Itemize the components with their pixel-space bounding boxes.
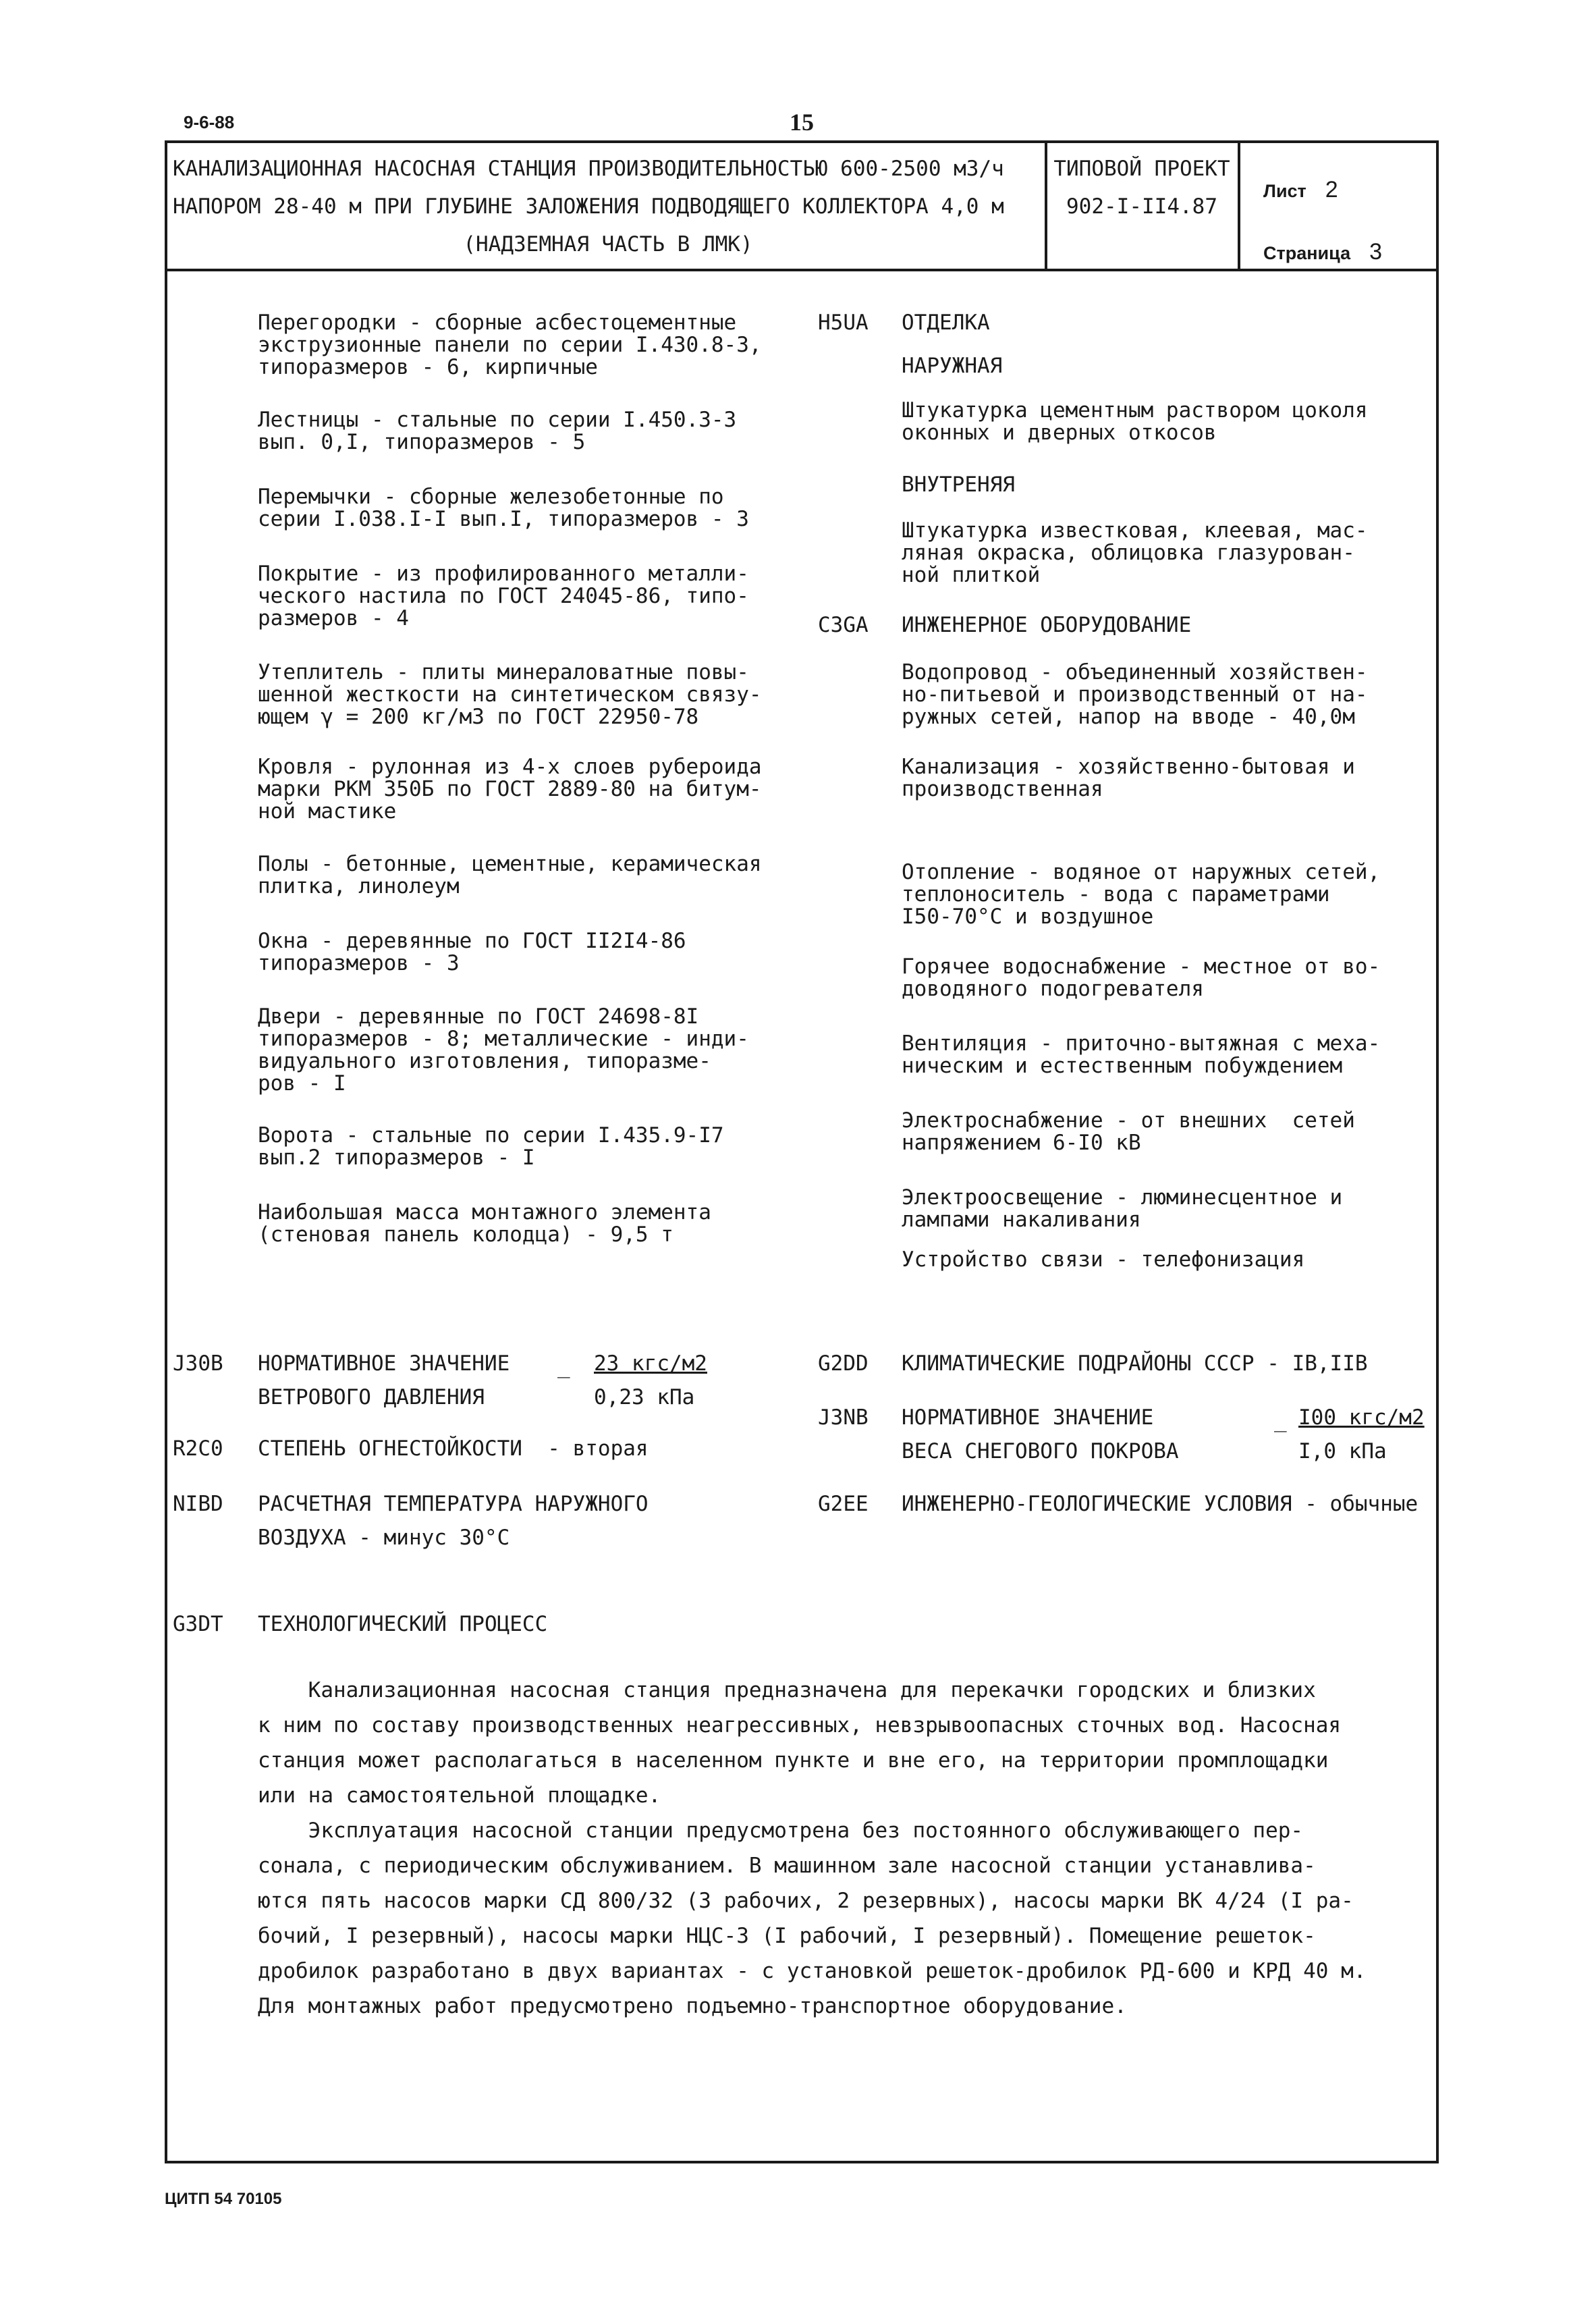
- hot-water-text: Горячее водоснабжение - местное от во- доводяного подогревателя: [902, 954, 1381, 1001]
- gates-spec: Ворота - стальные по серии I.435.9-I7 вып.2 типоразмеров - I: [258, 1123, 724, 1170]
- date-mark: 9-6-88: [184, 112, 235, 132]
- section-code: H5UA: [818, 311, 869, 335]
- water-supply-text: Водопровод - объединенный хозяйствен- но-питьевой и производственный от на- ружных сетей, напор на вводе - 40,0м: [902, 660, 1368, 729]
- max-mass-spec: Наибольшая масса монтажного элемента (стеновая панель колодца) - 9,5 т: [258, 1200, 711, 1247]
- title-block: [173, 150, 1043, 263]
- geo-conditions: ИНЖЕНЕРНО-ГЕОЛОГИЧЕСКИЕ УСЛОВИЯ - обычные: [902, 1492, 1419, 1516]
- param-code: G2EE: [818, 1492, 869, 1516]
- title-line: НАПОРОМ 28-40 м ПРИ ГЛУБИНЕ ЗАЛОЖЕНИЯ ПОДВОДЯЩЕГО КОЛЛЕКТОРА 4,0 м: [173, 194, 1004, 219]
- sewerage-text: Канализация - хозяйственно-бытовая и производственная: [902, 755, 1355, 801]
- header-divider-vertical: [1045, 140, 1047, 270]
- wind-dash: _: [557, 1354, 570, 1378]
- technology-paragraph: Канализационная насосная станция предназначена для перекачки городских и близких к ним по составу производственных неагрессивных, невзрывоопасных сточных вод. Насосная станция может располагаться в населенном пункте и вне его, на территории промплощадки или на самостоятельной площадке. Эксплуатация насосной станции предусмотрена без постоянного обслуживающего пер- сонала, с периодическим обслуживанием. В машинном зале насосной станции устанавлива- ются пять насосов марки СД 800/32 (3 рабочих, 2 резервных), насосы марки ВК 4/24 (I ра- бочий, I резервный), насосы марки НЦС-3 (I рабочий, I резервный). Помещение решеток- дробилок разработано в двух вариантах - с установкой решеток-дробилок РД-600 и КРД 40 м. Для монтажных работ предусмотрено подъемно-транспортное оборудование.: [258, 1678, 1367, 2018]
- floors-spec: Полы - бетонные, цементные, керамическая плитка, линолеум: [258, 852, 762, 898]
- param-code: J30B: [173, 1351, 223, 1376]
- design-temperature: ВОЗДУХА - минус 30°С: [258, 1526, 510, 1550]
- project-label: ТИПОВОЙ ПРОЕКТ: [1053, 157, 1230, 181]
- param-code: G2DD: [818, 1351, 869, 1376]
- param-code: G3DT: [173, 1612, 223, 1636]
- project-number: 902-I-II4.87: [1066, 194, 1217, 219]
- section-code: C3GA: [818, 613, 869, 637]
- snow-dash: _: [1274, 1408, 1287, 1432]
- title-line: КАНАЛИЗАЦИОННАЯ НАСОСНАЯ СТАНЦИЯ ПРОИЗВОДИТЕЛЬНОСТЬЮ 600-2500 м3/ч: [173, 157, 1004, 181]
- design-temperature: РАСЧЕТНАЯ ТЕМПЕРАТУРА НАРУЖНОГО: [258, 1492, 649, 1516]
- lintels-spec: Перемычки - сборные железобетонные по серии I.038.I-I вып.I, типоразмеров - 3: [258, 485, 749, 531]
- covering-spec: Покрытие - из профилированного металли- ческого настила по ГОСТ 24045-86, типо- размеров - 4: [258, 562, 749, 630]
- page-number: 15: [790, 109, 814, 136]
- heating-text: Отопление - водяное от наружных сетей, теплоноситель - вода с параметрами I50-70°С и воздушное: [902, 860, 1381, 929]
- partitions-spec: Перегородки - сборные асбестоцементные экструзионные панели по серии I.430.8-3, типоразмеров - 6, кирпичные: [258, 311, 762, 379]
- communication-text: Устройство связи - телефонизация: [902, 1247, 1305, 1272]
- finish-heading: ОТДЕЛКА: [902, 311, 990, 335]
- exterior-finish-text: Штукатурка цементным раствором цоколя оконных и дверных откосов: [902, 398, 1368, 445]
- sheet-box: [1263, 159, 1382, 284]
- param-code: J3NB: [818, 1405, 869, 1430]
- param-code: R2C0: [173, 1436, 223, 1461]
- fire-resistance: СТЕПЕНЬ ОГНЕСТОЙКОСТИ - вторая: [258, 1436, 649, 1461]
- wind-value: 0,23 кПа: [594, 1385, 695, 1409]
- lighting-text: Электроосвещение - люминесцентное и лампами накаливания: [902, 1185, 1343, 1232]
- technology-heading: ТЕХНОЛОГИЧЕСКИЙ ПРОЦЕСС: [258, 1612, 548, 1636]
- stairs-spec: Лестницы - стальные по серии I.450.3-3 вып. 0,I, типоразмеров - 5: [258, 408, 737, 454]
- roofing-spec: Кровля - рулонная из 4-х слоев рубероида марки РКМ 350Б по ГОСТ 2889-80 на битум- ной мастике: [258, 755, 762, 824]
- wind-label: НОРМАТИВНОЕ ЗНАЧЕНИЕ: [258, 1351, 510, 1376]
- interior-finish-text: Штукатурка известковая, клеевая, мас- ляная окраска, облицовка глазурован- ной плиткой: [902, 518, 1368, 587]
- doors-spec: Двери - деревянные по ГОСТ 24698-8I типоразмеров - 8; металлические - инди- видуального изготовления, типоразме- ров - I: [258, 1004, 749, 1096]
- interior-heading: ВНУТРЕНЯЯ: [902, 473, 1015, 497]
- snow-value: I00 кгс/м2: [1298, 1405, 1425, 1430]
- header-divider: [165, 269, 1439, 271]
- footer-mark: ЦИТП 54 70105: [165, 2190, 282, 2208]
- page-value: 3: [1369, 239, 1383, 265]
- page-label: Страница: [1263, 243, 1351, 263]
- snow-label: НОРМАТИВНОЕ ЗНАЧЕНИЕ: [902, 1405, 1154, 1430]
- insulation-spec: Утеплитель - плиты минераловатные повы- шенной жесткости на синтетическом связу- ющем γ = 200 кг/м3 по ГОСТ 22950-78: [258, 660, 762, 729]
- wind-value: 23 кгс/м2: [594, 1351, 707, 1376]
- power-text: Электроснабжение - от внешних сетей напряжением 6-I0 кВ: [902, 1108, 1355, 1155]
- snow-label: ВЕСА СНЕГОВОГО ПОКРОВА: [902, 1439, 1179, 1463]
- exterior-heading: НАРУЖНАЯ: [902, 354, 1003, 378]
- ventilation-text: Вентиляция - приточно-вытяжная с меха- ническим и естественным побуждением: [902, 1031, 1381, 1078]
- wind-label: ВЕТРОВОГО ДАВЛЕНИЯ: [258, 1385, 485, 1409]
- snow-value: I,0 кПа: [1298, 1439, 1387, 1463]
- header-divider-vertical: [1238, 140, 1240, 270]
- climate-subregions: КЛИМАТИЧЕСКИЕ ПОДРАЙОНЫ СССР - IВ,IIВ: [902, 1351, 1368, 1376]
- engineering-heading: ИНЖЕНЕРНОЕ ОБОРУДОВАНИЕ: [902, 613, 1192, 637]
- sheet-value: 2: [1325, 177, 1338, 203]
- sheet-label: Лист: [1263, 181, 1306, 201]
- param-code: NIBD: [173, 1492, 223, 1516]
- title-line: (НАДЗЕМНАЯ ЧАСТЬ В ЛМК): [463, 232, 753, 257]
- windows-spec: Окна - деревянные по ГОСТ II2I4-86 типоразмеров - 3: [258, 929, 686, 975]
- project-box: [1049, 150, 1235, 225]
